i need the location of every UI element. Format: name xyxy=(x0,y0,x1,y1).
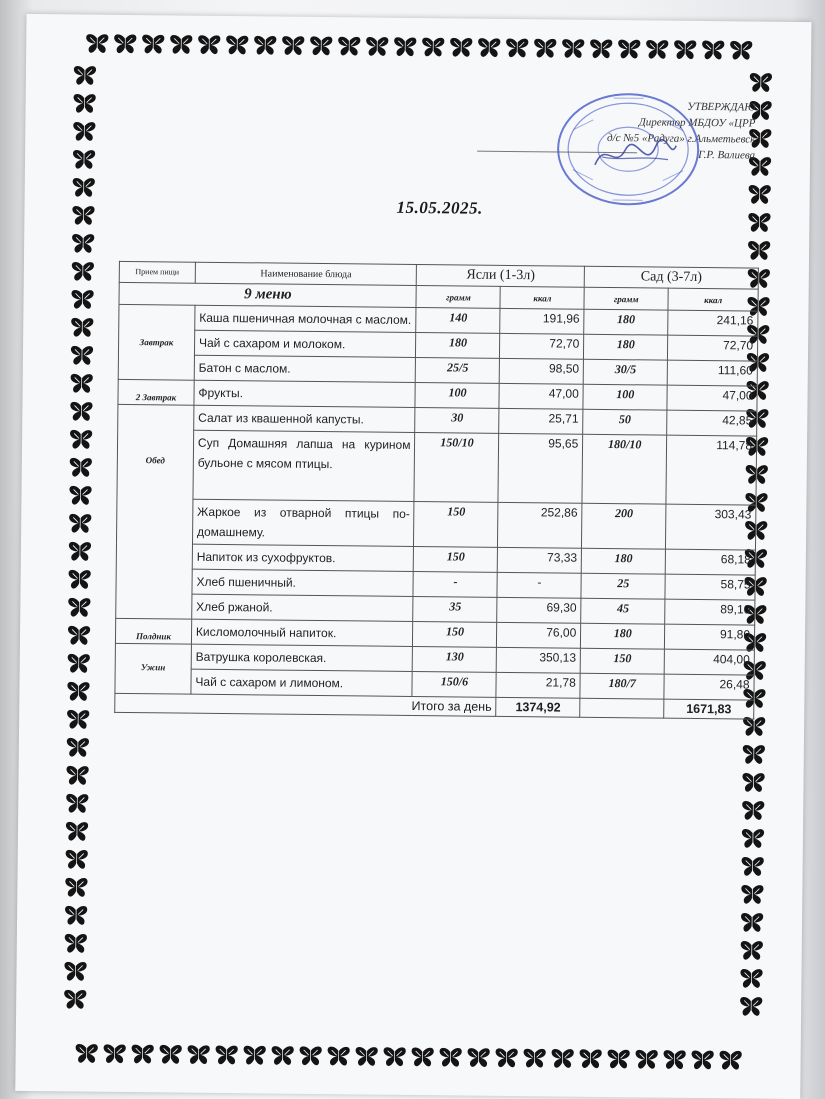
butterfly-icon xyxy=(746,211,772,233)
kindergarten-group-header: Сад (3-7л) xyxy=(584,266,758,289)
kindergarten-grams: 180 xyxy=(584,334,668,360)
butterfly-icon xyxy=(717,1049,743,1071)
nursery-kcal: 47,00 xyxy=(499,383,583,409)
butterfly-icon xyxy=(728,39,754,61)
butterfly-icon xyxy=(63,904,89,926)
butterfly-icon xyxy=(68,400,94,422)
butterfly-icon xyxy=(739,883,765,905)
dish-name: Хлеб пшеничный. xyxy=(192,569,414,596)
nursery-grams: 30 xyxy=(415,408,499,434)
butterfly-icon xyxy=(196,34,222,56)
nursery-kcal: 252,86 xyxy=(498,502,582,548)
nursery-group-header: Ясли (1-3л) xyxy=(417,265,585,288)
kindergarten-kcal: 114,78 xyxy=(666,435,757,505)
butterfly-icon xyxy=(224,34,250,56)
butterfly-icon xyxy=(741,743,767,765)
nursery-kcal: 69,30 xyxy=(497,597,581,623)
butterfly-icon xyxy=(448,36,474,58)
approval-organization: д/с №5 «Радуга» г.Альметьевск xyxy=(505,129,755,148)
kindergarten-grams: 25 xyxy=(581,573,665,599)
butterfly-border xyxy=(27,14,812,22)
nursery-kcal: 95,65 xyxy=(498,433,583,503)
butterfly-icon xyxy=(280,35,306,57)
butterfly-icon xyxy=(662,1049,688,1071)
butterfly-icon xyxy=(67,540,93,562)
butterfly-icon xyxy=(64,848,90,870)
total-kindergarten-kcal: 1671,83 xyxy=(664,699,754,719)
butterfly-icon xyxy=(66,568,92,590)
butterfly-icon xyxy=(214,1044,240,1066)
kindergarten-kcal: 111,60 xyxy=(667,360,757,386)
butterfly-icon xyxy=(74,1042,100,1064)
butterfly-icon xyxy=(71,148,97,170)
butterfly-icon xyxy=(700,39,726,61)
butterfly-icon xyxy=(158,1043,184,1065)
butterfly-icon xyxy=(738,995,764,1017)
butterfly-icon xyxy=(616,38,642,60)
butterfly-icon xyxy=(336,35,362,57)
kindergarten-kcal: 42,85 xyxy=(667,410,757,436)
butterfly-icon xyxy=(410,1046,436,1068)
nursery-kcal: 350,13 xyxy=(497,647,581,673)
menu-number: 9 меню xyxy=(119,282,417,307)
nursery-grams: 100 xyxy=(415,383,499,409)
approval-position: Директор МБДОУ «ЦРР xyxy=(505,113,755,132)
kindergarten-grams: 45 xyxy=(581,598,665,624)
butterfly-icon xyxy=(72,64,98,86)
butterfly-icon xyxy=(644,38,670,60)
nursery-grams: 150 xyxy=(413,621,497,647)
butterfly-icon xyxy=(62,988,88,1010)
butterfly-icon xyxy=(130,1043,156,1065)
butterfly-icon xyxy=(504,37,530,59)
butterfly-icon xyxy=(66,596,92,618)
butterfly-icon xyxy=(186,1044,212,1066)
dish-name: Батон с маслом. xyxy=(194,355,416,382)
butterfly-icon xyxy=(65,736,91,758)
nursery-grams: 150 xyxy=(414,502,498,548)
kindergarten-grams: 180 xyxy=(581,548,665,574)
butterfly-icon xyxy=(494,1047,520,1069)
meal-column-header: Прием пищи xyxy=(119,261,195,283)
nursery-kcal: 72,70 xyxy=(500,333,584,359)
butterfly-icon xyxy=(532,37,558,59)
unit-gram: грамм xyxy=(416,286,500,309)
butterfly-icon xyxy=(62,960,88,982)
butterfly-icon xyxy=(69,372,95,394)
butterfly-icon xyxy=(476,37,502,59)
menu-sheet xyxy=(15,14,811,1099)
butterfly-icon xyxy=(588,38,614,60)
dish-name: Суп Домашняя лапша на курином бульоне с мясом птицы. xyxy=(193,430,415,501)
butterfly-icon xyxy=(740,827,766,849)
butterfly-icon xyxy=(438,1046,464,1068)
butterfly-icon xyxy=(740,799,766,821)
butterfly-icon xyxy=(71,176,97,198)
butterfly-icon xyxy=(740,771,766,793)
signature-icon xyxy=(590,135,680,176)
butterfly-icon xyxy=(672,39,698,61)
butterfly-icon xyxy=(66,652,92,674)
kindergarten-kcal: 91,80 xyxy=(665,624,755,650)
kindergarten-grams: 180 xyxy=(581,623,665,649)
butterfly-icon xyxy=(354,1045,380,1067)
total-empty-cell xyxy=(580,698,664,718)
butterfly-icon xyxy=(70,204,96,226)
menu-date: 15.05.2025. xyxy=(396,198,482,219)
meal-label: 2 Завтрак xyxy=(118,379,194,405)
dish-column-header: Наименование блюда xyxy=(195,262,417,285)
meal-label: Завтрак xyxy=(118,304,195,380)
butterfly-icon xyxy=(65,708,91,730)
butterfly-icon xyxy=(466,1047,492,1069)
nursery-grams: 180 xyxy=(416,333,500,359)
butterfly-icon xyxy=(140,33,166,55)
dish-name: Кисломолочный напиток. xyxy=(191,619,413,646)
dish-name: Напиток из сухофруктов. xyxy=(192,544,414,571)
butterfly-icon xyxy=(690,1049,716,1071)
butterfly-icon xyxy=(67,512,93,534)
kindergarten-kcal: 303,43 xyxy=(666,504,756,550)
butterfly-icon xyxy=(71,92,97,114)
kindergarten-grams: 30/5 xyxy=(583,359,667,385)
butterfly-icon xyxy=(634,1048,660,1070)
kindergarten-kcal: 68,18 xyxy=(665,549,755,575)
nursery-kcal: 98,50 xyxy=(500,358,584,384)
table-row xyxy=(116,498,755,550)
butterfly-icon xyxy=(550,1047,576,1069)
nursery-kcal: 21,78 xyxy=(496,672,580,698)
nursery-kcal: 73,33 xyxy=(498,547,582,573)
butterfly-icon xyxy=(740,855,766,877)
butterfly-icon xyxy=(68,428,94,450)
nursery-grams: 35 xyxy=(413,596,497,622)
table-row xyxy=(117,429,757,505)
meal-label: Ужин xyxy=(115,643,191,694)
butterfly-icon xyxy=(522,1047,548,1069)
dish-name: Салат из квашенной капусты. xyxy=(194,405,416,432)
butterfly-icon xyxy=(606,1048,632,1070)
dish-name: Чай с сахаром и лимоном. xyxy=(191,669,413,696)
kindergarten-grams: 180 xyxy=(584,309,668,335)
kindergarten-grams: 150 xyxy=(580,648,664,674)
butterfly-icon xyxy=(738,967,764,989)
butterfly-icon xyxy=(64,764,90,786)
butterfly-icon xyxy=(578,1048,604,1070)
approval-name: Г.Р. Валиева xyxy=(505,145,755,164)
butterfly-icon xyxy=(69,316,95,338)
kindergarten-kcal: 47,00 xyxy=(667,385,757,411)
butterfly-icon xyxy=(420,36,446,58)
unit-kcal: ккал xyxy=(500,286,584,309)
kindergarten-kcal: 89,10 xyxy=(665,599,755,625)
butterfly-icon xyxy=(739,911,765,933)
butterfly-icon xyxy=(739,939,765,961)
butterfly-icon xyxy=(102,1043,128,1065)
nursery-kcal: 25,71 xyxy=(499,408,583,434)
nursery-kcal: 76,00 xyxy=(497,622,581,648)
butterfly-icon xyxy=(308,35,334,57)
butterfly-icon xyxy=(70,260,96,282)
nursery-grams: 150/6 xyxy=(412,671,496,697)
kindergarten-grams: 200 xyxy=(582,503,666,549)
nursery-grams: - xyxy=(413,571,497,597)
nursery-grams: 140 xyxy=(416,308,500,334)
butterfly-icon xyxy=(270,1045,296,1067)
total-nursery-kcal: 1374,92 xyxy=(496,697,580,717)
kindergarten-grams: 100 xyxy=(583,384,667,410)
butterfly-icon xyxy=(746,239,772,261)
butterfly-icon xyxy=(748,71,774,93)
kindergarten-grams: 50 xyxy=(583,409,667,435)
butterfly-icon xyxy=(560,38,586,60)
butterfly-icon xyxy=(112,33,138,55)
butterfly-icon xyxy=(71,120,97,142)
butterfly-icon xyxy=(84,33,110,55)
kindergarten-kcal: 26,48 xyxy=(664,674,754,700)
nursery-grams: 130 xyxy=(413,646,497,672)
unit-gram: грамм xyxy=(584,287,668,310)
dish-name: Ватрушка королевская. xyxy=(191,644,413,671)
butterfly-icon xyxy=(364,35,390,57)
butterfly-icon xyxy=(63,876,89,898)
butterfly-icon xyxy=(67,484,93,506)
butterfly-icon xyxy=(252,34,278,56)
menu-table xyxy=(114,261,759,720)
dish-name: Чай с сахаром и молоком. xyxy=(194,330,416,357)
nursery-grams: 150 xyxy=(414,546,498,572)
butterfly-icon xyxy=(63,932,89,954)
butterfly-icon xyxy=(242,1044,268,1066)
kindergarten-kcal: 241,16 xyxy=(668,310,758,336)
butterfly-icon xyxy=(65,680,91,702)
butterfly-icon xyxy=(68,456,94,478)
butterfly-icon xyxy=(69,344,95,366)
nursery-kcal: - xyxy=(497,572,581,598)
unit-kcal: ккал xyxy=(668,288,758,311)
dish-name: Каша пшеничная молочная с маслом. xyxy=(195,305,417,332)
kindergarten-grams: 180/7 xyxy=(580,673,664,699)
meal-label: Полдник xyxy=(115,618,191,644)
dish-name: Фрукты. xyxy=(194,380,416,407)
kindergarten-kcal: 404,00 xyxy=(664,649,754,675)
butterfly-icon xyxy=(326,1045,352,1067)
nursery-grams: 25/5 xyxy=(416,358,500,384)
butterfly-icon xyxy=(64,792,90,814)
kindergarten-kcal: 58,75 xyxy=(665,574,755,600)
butterfly-icon xyxy=(69,288,95,310)
butterfly-icon xyxy=(66,624,92,646)
total-label: Итого за день xyxy=(115,693,497,716)
meal-label: Обед xyxy=(116,404,194,619)
kindergarten-kcal: 72,70 xyxy=(668,335,758,361)
kindergarten-grams: 180/10 xyxy=(582,434,667,504)
approval-title: УТВЕРЖДАЮ xyxy=(506,97,756,116)
butterfly-icon xyxy=(392,36,418,58)
nursery-kcal: 191,96 xyxy=(500,308,584,334)
butterfly-icon xyxy=(70,232,96,254)
dish-name: Жаркое из отварной птицы по-домашнему. xyxy=(192,499,414,546)
dish-name: Хлеб ржаной. xyxy=(192,594,414,621)
butterfly-icon xyxy=(168,33,194,55)
butterfly-icon xyxy=(382,1046,408,1068)
butterfly-icon xyxy=(298,1045,324,1067)
butterfly-icon xyxy=(64,820,90,842)
nursery-grams: 150/10 xyxy=(414,433,499,503)
